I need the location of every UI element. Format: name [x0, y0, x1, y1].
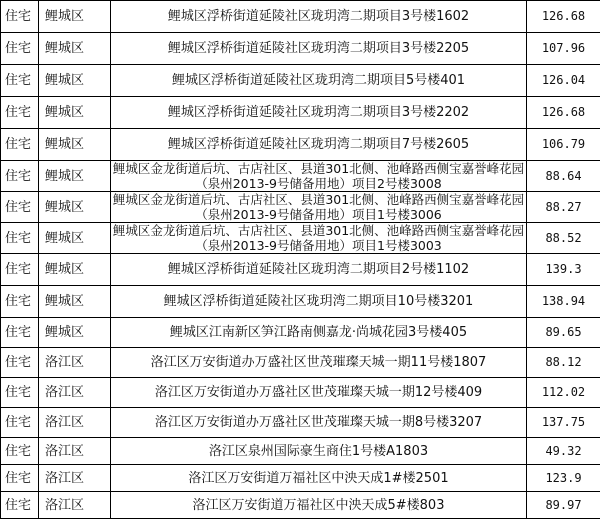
- property-type-cell: 住宅: [1, 223, 39, 254]
- district-cell: 鲤城区: [39, 223, 111, 254]
- address-cell: 洛江区万安街道万福社区中泱天成5#楼803: [111, 492, 527, 519]
- area-cell: 88.52: [527, 223, 600, 254]
- district-cell: 洛江区: [39, 492, 111, 519]
- area-cell: 112.02: [527, 378, 600, 408]
- address-cell: 鲤城区江南新区笋江路南侧嘉龙·尚城花园3号楼405: [111, 318, 527, 348]
- property-type-cell: 住宅: [1, 378, 39, 408]
- address-cell: 鲤城区浮桥街道延陵社区珑玥湾二期项目5号楼401: [111, 65, 527, 97]
- district-cell: 洛江区: [39, 408, 111, 438]
- area-cell: 88.12: [527, 348, 600, 378]
- area-cell: 89.97: [527, 492, 600, 519]
- address-cell: 洛江区万安街道办万盛社区世茂璀璨天城一期8号楼3207: [111, 408, 527, 438]
- property-type-cell: 住宅: [1, 438, 39, 465]
- address-cell: 鲤城区金龙街道后坑、古店社区、县道301北侧、池峰路西侧宝嘉誉峰花园（泉州2013-9号储备用地）项目1号楼3006: [111, 192, 527, 223]
- table-row: [1, 161, 600, 192]
- address-cell: 鲤城区浮桥街道延陵社区珑玥湾二期项目10号楼3201: [111, 286, 527, 318]
- table-row: [1, 192, 600, 223]
- property-type-cell: 住宅: [1, 348, 39, 378]
- table-row: [1, 33, 600, 65]
- area-cell: 88.27: [527, 192, 600, 223]
- table-row: [1, 318, 600, 348]
- area-cell: 138.94: [527, 286, 600, 318]
- area-cell: 88.64: [527, 161, 600, 192]
- table-row: [1, 348, 600, 378]
- address-cell: 鲤城区浮桥街道延陵社区珑玥湾二期项目3号楼1602: [111, 1, 527, 33]
- table-row: [1, 438, 600, 465]
- district-cell: 鲤城区: [39, 1, 111, 33]
- property-type-cell: 住宅: [1, 65, 39, 97]
- address-cell: 鲤城区浮桥街道延陵社区珑玥湾二期项目7号楼2605: [111, 129, 527, 161]
- property-type-cell: 住宅: [1, 492, 39, 519]
- area-cell: 107.96: [527, 33, 600, 65]
- table-row: [1, 65, 600, 97]
- address-cell: 鲤城区浮桥街道延陵社区珑玥湾二期项目3号楼2205: [111, 33, 527, 65]
- table-row: [1, 129, 600, 161]
- area-cell: 126.68: [527, 97, 600, 129]
- address-cell: 鲤城区浮桥街道延陵社区珑玥湾二期项目2号楼1102: [111, 254, 527, 286]
- property-type-cell: 住宅: [1, 129, 39, 161]
- address-cell: 鲤城区浮桥街道延陵社区珑玥湾二期项目3号楼2202: [111, 97, 527, 129]
- address-cell: 鲤城区金龙街道后坑、古店社区、县道301北侧、池峰路西侧宝嘉誉峰花园（泉州2013-9号储备用地）项目1号楼3003: [111, 223, 527, 254]
- property-type-cell: 住宅: [1, 465, 39, 492]
- area-cell: 126.68: [527, 1, 600, 33]
- district-cell: 鲤城区: [39, 254, 111, 286]
- area-cell: 126.04: [527, 65, 600, 97]
- address-cell: 洛江区万安街道办万盛社区世茂璀璨天城一期12号楼409: [111, 378, 527, 408]
- district-cell: 鲤城区: [39, 97, 111, 129]
- property-type-cell: 住宅: [1, 161, 39, 192]
- area-cell: 106.79: [527, 129, 600, 161]
- district-cell: 鲤城区: [39, 192, 111, 223]
- table-row: [1, 254, 600, 286]
- property-type-cell: 住宅: [1, 33, 39, 65]
- area-cell: 123.9: [527, 465, 600, 492]
- district-cell: 鲤城区: [39, 286, 111, 318]
- area-cell: 137.75: [527, 408, 600, 438]
- district-cell: 鲤城区: [39, 33, 111, 65]
- address-cell: 洛江区万安街道办万盛社区世茂璀璨天城一期11号楼1807: [111, 348, 527, 378]
- property-type-cell: 住宅: [1, 286, 39, 318]
- address-cell: 洛江区泉州国际豪生商住1号楼A1803: [111, 438, 527, 465]
- address-cell: 鲤城区金龙街道后坑、古店社区、县道301北侧、池峰路西侧宝嘉誉峰花园（泉州2013-9号储备用地）项目2号楼3008: [111, 161, 527, 192]
- area-cell: 139.3: [527, 254, 600, 286]
- district-cell: 鲤城区: [39, 318, 111, 348]
- property-type-cell: 住宅: [1, 1, 39, 33]
- property-type-cell: 住宅: [1, 318, 39, 348]
- table-body: [1, 1, 600, 519]
- property-type-cell: 住宅: [1, 408, 39, 438]
- area-cell: 49.32: [527, 438, 600, 465]
- district-cell: 鲤城区: [39, 161, 111, 192]
- property-type-cell: 住宅: [1, 254, 39, 286]
- table-row: [1, 1, 600, 33]
- district-cell: 洛江区: [39, 465, 111, 492]
- table-row: [1, 492, 600, 519]
- district-cell: 洛江区: [39, 378, 111, 408]
- table-row: [1, 223, 600, 254]
- table-row: [1, 286, 600, 318]
- table-row: [1, 465, 600, 492]
- table-row: [1, 97, 600, 129]
- table-row: [1, 378, 600, 408]
- table-row: [1, 408, 600, 438]
- property-type-cell: 住宅: [1, 192, 39, 223]
- property-type-cell: 住宅: [1, 97, 39, 129]
- area-cell: 89.65: [527, 318, 600, 348]
- district-cell: 洛江区: [39, 438, 111, 465]
- address-cell: 洛江区万安街道万福社区中泱天成1#楼2501: [111, 465, 527, 492]
- district-cell: 洛江区: [39, 348, 111, 378]
- district-cell: 鲤城区: [39, 129, 111, 161]
- district-cell: 鲤城区: [39, 65, 111, 97]
